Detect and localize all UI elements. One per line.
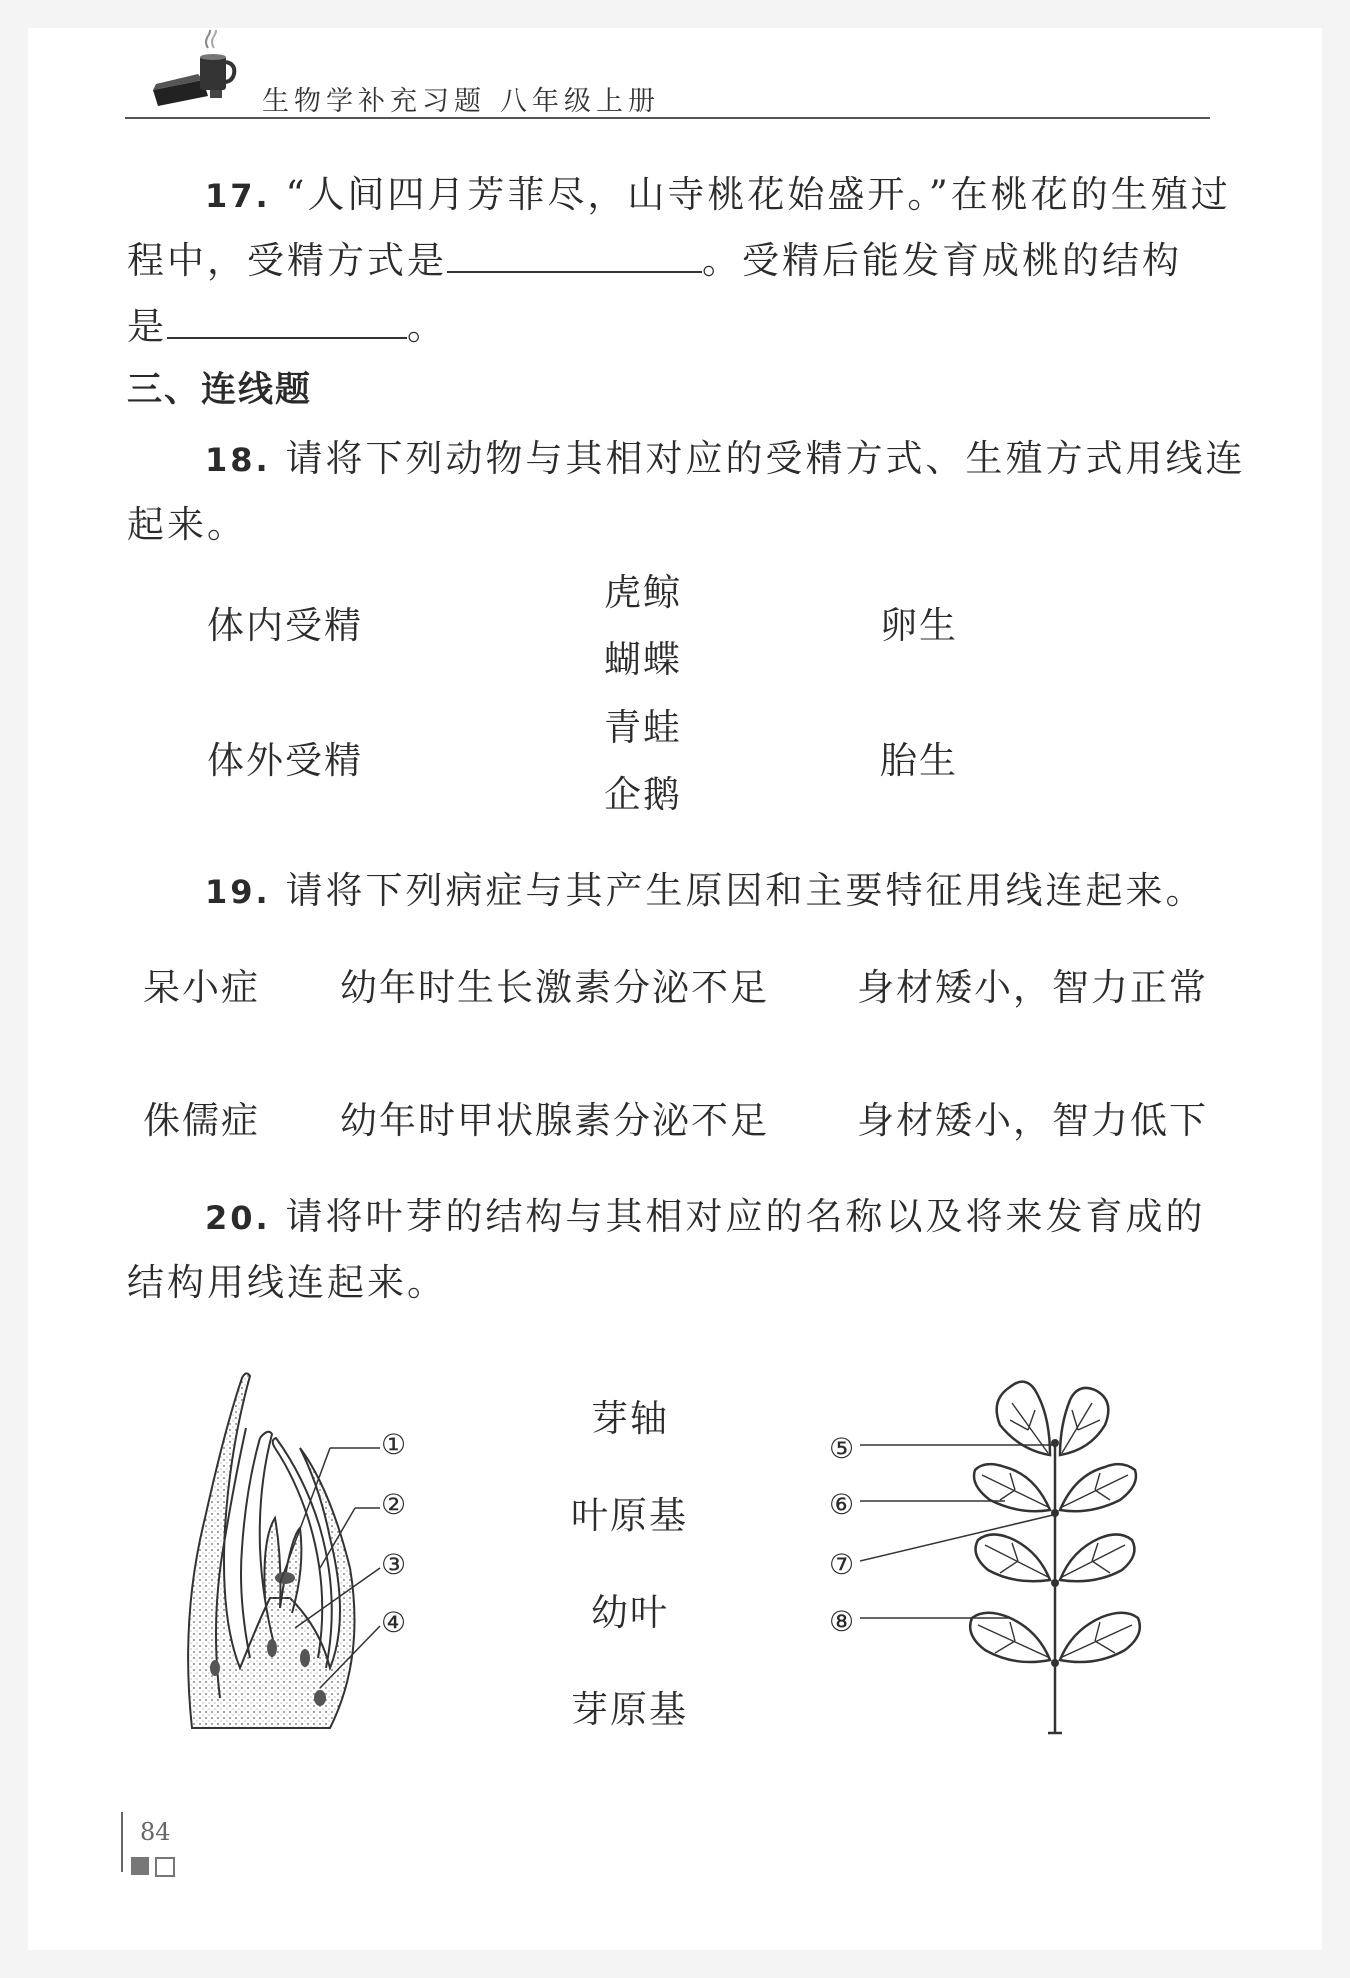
bud-label-4: ④ — [381, 1606, 409, 1639]
q18-animal-penguin[interactable]: 企鹅 — [604, 773, 682, 816]
branch-label-5: ⑤ — [829, 1432, 857, 1465]
footer-rule — [121, 1812, 123, 1872]
q17-answer-blank-2[interactable] — [167, 307, 407, 339]
bud-label-3: ③ — [381, 1548, 409, 1581]
q17-line1: 17. “人间四月芳菲尽，山寺桃花始盛开。”在桃花的生殖过 — [205, 173, 1231, 216]
q20-number: 20. — [205, 1199, 271, 1237]
q17-line3: 是 。 — [127, 305, 447, 348]
q17-number: 17. — [205, 177, 271, 215]
q20-line1: 20. 请将叶芽的结构与其相对应的名称以及将来发育成的 — [205, 1195, 1206, 1238]
q18-fertilization-external[interactable]: 体外受精 — [207, 739, 363, 782]
header-divider — [125, 117, 1210, 119]
q19-disease-cretinism[interactable]: 呆小症 — [143, 966, 260, 1009]
section-title: 三、连线题 — [127, 370, 313, 410]
page-number: 84 — [140, 1818, 171, 1846]
q18-line2: 起来。 — [127, 503, 247, 546]
q18-number: 18. — [205, 441, 271, 479]
footer-filled-square — [131, 1857, 149, 1875]
branch-label-7: ⑦ — [829, 1548, 857, 1581]
q18-animal-orca[interactable]: 虎鲸 — [604, 571, 682, 614]
bud-label-1: ① — [381, 1428, 409, 1461]
q19-feature-low-intelligence[interactable]: 身材矮小，智力低下 — [857, 1099, 1208, 1142]
book-icon — [148, 30, 238, 114]
q18-animal-frog[interactable]: 青蛙 — [604, 706, 682, 749]
q18-fertilization-internal[interactable]: 体内受精 — [207, 604, 363, 647]
q19-cause-growth-hormone[interactable]: 幼年时生长激素分泌不足 — [340, 966, 769, 1009]
branch-label-6: ⑥ — [829, 1488, 857, 1521]
q20-name-bud-primordium[interactable]: 芽原基 — [571, 1688, 688, 1731]
bud-label-2: ② — [381, 1488, 409, 1521]
footer-empty-square — [155, 1857, 175, 1877]
q19-disease-dwarfism[interactable]: 侏儒症 — [143, 1099, 260, 1142]
q18-reproduction-oviparous[interactable]: 卵生 — [880, 604, 958, 647]
q18-reproduction-viviparous[interactable]: 胎生 — [880, 739, 958, 782]
header-grade: 八年级上册 — [500, 86, 660, 117]
q20-line2: 结构用线连起来。 — [127, 1261, 447, 1304]
q17-answer-blank-1[interactable] — [447, 241, 702, 273]
q20-name-leaf-primordium[interactable]: 叶原基 — [571, 1494, 688, 1537]
q18-line1: 18. 请将下列动物与其相对应的受精方式、生殖方式用线连 — [205, 437, 1246, 480]
q17-line2: 程中，受精方式是 。受精后能发育成桃的结构 — [127, 239, 1182, 282]
q20-name-young-leaf[interactable]: 幼叶 — [591, 1591, 669, 1634]
q19-line1: 19. 请将下列病症与其产生原因和主要特征用线连起来。 — [205, 869, 1206, 912]
header-title: 生物学补充习题 — [262, 86, 486, 117]
branch-figure — [860, 1375, 1180, 1744]
branch-label-8: ⑧ — [829, 1605, 857, 1638]
q19-feature-normal-intelligence[interactable]: 身材矮小，智力正常 — [857, 966, 1208, 1009]
q18-animal-butterfly[interactable]: 蝴蝶 — [604, 638, 682, 681]
q19-cause-thyroxine[interactable]: 幼年时甲状腺素分泌不足 — [340, 1099, 769, 1142]
q20-name-bud-axis[interactable]: 芽轴 — [591, 1397, 669, 1440]
q19-number: 19. — [205, 873, 271, 911]
